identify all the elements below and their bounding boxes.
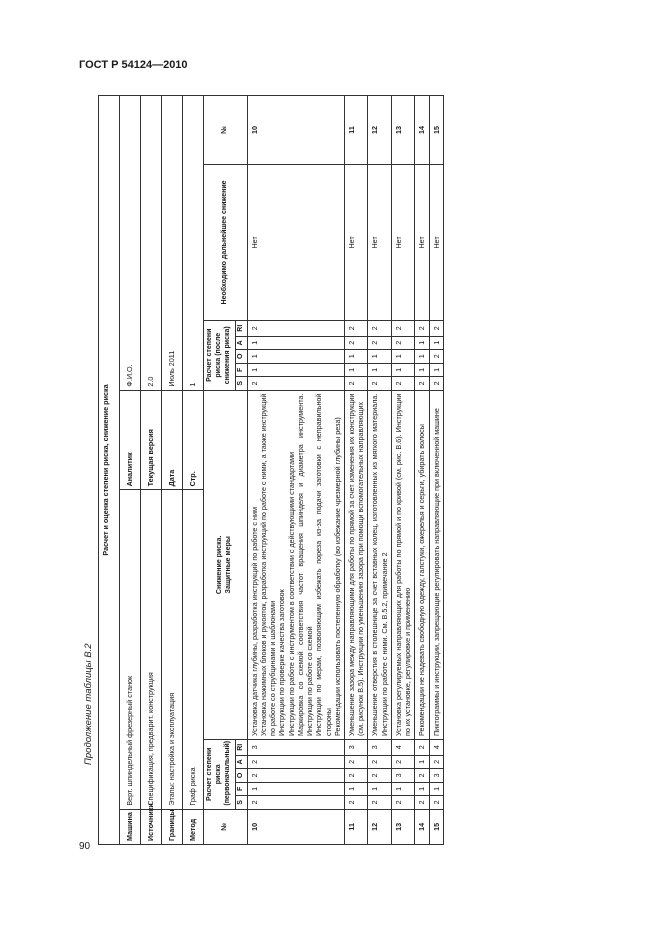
row-number-right: 11 [345,96,368,165]
after-value: 1 [415,363,429,377]
meta-value-page: 1 [183,96,204,391]
measure-line: Маркировка со схемой соответствия частот вращения шпинделя и диаметра инструмента. Инструкции по работе со схемой [295,393,315,736]
after-value: 2 [391,320,414,336]
table-row [429,96,443,845]
measure-line: Уменьшение отверстия в столешнице за счет вставных колец, изготовленных из мягкого материала. Инструкции по работе с ними. См. В.5.2, примечание 2 [370,393,389,736]
initial-value: 1 [345,782,368,796]
initial-value: 2 [415,739,429,755]
further-reduction: Нет [391,164,414,320]
header-reduction [204,390,248,739]
initial-value: 3 [247,739,344,755]
row-number: 11 [345,809,368,844]
header-reduction-line1: Снижение риска. [216,535,224,595]
standard-number: ГОСТ Р 54124—2010 [79,59,188,71]
after-value: 2 [247,377,344,391]
initial-value: 2 [247,755,344,769]
after-value: 1 [429,336,443,350]
row-number-right: 10 [247,96,344,165]
table-title: Расчет и оценка степени риска, снижение риска [99,96,120,845]
after-value: 2 [368,377,391,391]
after-value: 1 [345,363,368,377]
measure-line: Инструкции по проверке качества заготовок [277,589,287,736]
initial-value: 2 [368,796,391,810]
initial-value: 4 [391,739,414,755]
row-number-right: 12 [368,96,391,165]
measure-line: Пиктограммы и инструкции, запрещающие регулировать направляющие при включенной машине [431,408,441,736]
after-value: 2 [345,377,368,391]
table-row [247,96,344,845]
initial-value: 4 [429,739,443,755]
initial-value: 3 [345,739,368,755]
param-f-after: F [235,363,247,377]
initial-value: 2 [345,755,368,769]
measure-line: Инструкции по работе с инструментом в соответствии с действующими стандартами [286,451,296,736]
param-a-after: A [235,336,247,350]
meta-value-machine: Верт. шпиндельный фрезерный станок [120,490,141,809]
after-value: 2 [247,320,344,336]
meta-value-method: Граф риска [183,490,204,809]
meta-label-sources: Источники [141,809,162,844]
further-reduction: Нет [429,164,443,320]
after-value: 1 [368,363,391,377]
row-number: 14 [415,809,429,844]
initial-value: 1 [429,782,443,796]
measures-cell [247,390,344,739]
initial-value: 3 [391,769,414,783]
after-value: 2 [429,377,443,391]
initial-value: 2 [345,796,368,810]
meta-label-limits: Границы [162,809,183,844]
initial-value: 1 [247,782,344,796]
measures-cell [368,390,391,739]
measures-cell [415,390,429,739]
further-reduction: Нет [345,164,368,320]
table-row [415,96,429,845]
after-value: 1 [415,336,429,350]
initial-value: 2 [368,769,391,783]
header-reduction-line2: Защитные меры [225,536,233,594]
risk-table [98,95,444,845]
initial-value: 2 [415,769,429,783]
initial-value: 1 [391,782,414,796]
after-value: 2 [345,320,368,336]
row-number: 10 [247,809,344,844]
rotated-table-stage [98,95,602,845]
table-row [345,96,368,845]
measures-cell [429,390,443,739]
row-number: 15 [429,809,443,844]
after-value: 1 [429,363,443,377]
measure-line: Рекомендации не надевать свободную одежду, галстуки, ожерелья и серьги, убирать волосы [417,424,427,736]
table-row [391,96,414,845]
measure-line: Рекомендации использовать постепенную обработку (во избежание чрезмерной глубины реза) [332,417,342,736]
initial-value: 2 [345,769,368,783]
further-reduction: Нет [247,164,344,320]
after-value: 2 [391,377,414,391]
param-o-after: O [235,350,247,364]
meta-value-limits: Этапы: настройка и эксплуатация [162,490,183,809]
initial-value: 2 [391,796,414,810]
after-value: 2 [429,350,443,364]
param-ri: RI [235,739,247,755]
measure-line: Уменьшение зазора между направляющими для работы по прямой за счет изменения их конструкции (см. рисунок В.5). Инструкции по уменьшению зазора при помощи вспомогательных направляющих [347,393,366,736]
meta-label-method: Метод [183,809,204,844]
param-s: S [235,796,247,810]
header-after: Расчет степени риска (после снижения риска) [204,320,236,390]
table-row [368,96,391,845]
meta-label-date: Дата [162,390,183,490]
param-s-after: S [235,377,247,391]
after-value: 2 [415,320,429,336]
header-initial: Расчет степени риска (первоначальный) [204,739,236,809]
measure-line: Установка датчика глубины, разработка инструкций по работе с ним [249,507,259,736]
after-value: 2 [368,320,391,336]
after-value: 2 [345,336,368,350]
measures-cell [391,390,414,739]
further-reduction: Нет [368,164,391,320]
after-value: 2 [429,320,443,336]
meta-value-version: 2.0 [141,96,162,391]
param-ri-after: RI [235,320,247,336]
param-a: A [235,755,247,769]
after-value: 2 [368,336,391,350]
continuation-note: Продолжение таблицы В.2 [83,643,94,765]
param-o: O [235,769,247,783]
page-number: 90 [79,841,91,852]
row-number: 12 [368,809,391,844]
initial-value: 3 [429,769,443,783]
meta-label-analyst: Аналитик [120,390,141,490]
after-value: 1 [345,350,368,364]
initial-value: 1 [415,782,429,796]
header-num: № [204,809,248,844]
meta-value-date: Июль 2011 [162,96,183,391]
row-number: 13 [391,809,414,844]
measure-line: Установка регулируемых направляющих для работы по прямой и по кривой (см. рис. В.6). Инструкции по их установке, регулировке и применению [393,393,413,736]
row-number-right: 14 [415,96,429,165]
row-number-right: 13 [391,96,414,165]
measures-cell [345,390,368,739]
after-value: 1 [391,363,414,377]
meta-label-page: Стр. [183,390,204,490]
after-value: 1 [247,350,344,364]
initial-value: 2 [429,755,443,769]
row-number-right: 15 [429,96,443,165]
initial-value: 2 [391,755,414,769]
measure-line: Инструкции по мерам, позволяющим избежать пореза из-за подачи заготовки с неправильной стороны [314,393,333,736]
header-further: Необходимо дальнейшее снижение [204,164,248,320]
after-value: 1 [391,350,414,364]
after-value: 2 [415,377,429,391]
after-value: 2 [391,336,414,350]
after-value: 1 [247,363,344,377]
param-f: F [235,782,247,796]
measure-line: Установка нажимных блоков и рукояток, разработка инструкций по работе с ними, а также инструкций по работе со струбцинами и шаблонами [259,393,278,736]
initial-value: 2 [429,796,443,810]
meta-label-version: Текущая версия [141,390,162,490]
meta-label-machine: Машина [120,809,141,844]
initial-value: 2 [247,796,344,810]
after-value: 1 [368,350,391,364]
initial-value: 2 [368,755,391,769]
after-value: 1 [247,336,344,350]
after-value: 1 [415,350,429,364]
meta-value-analyst: Ф.И.О. [120,96,141,391]
initial-value: 1 [368,782,391,796]
initial-value: 2 [247,769,344,783]
initial-value: 2 [415,796,429,810]
initial-value: 3 [368,739,391,755]
header-num-right: № [204,96,248,165]
further-reduction: Нет [415,164,429,320]
initial-value: 1 [415,755,429,769]
meta-value-sources: Спецификация, предварит. конструкция [141,490,162,809]
